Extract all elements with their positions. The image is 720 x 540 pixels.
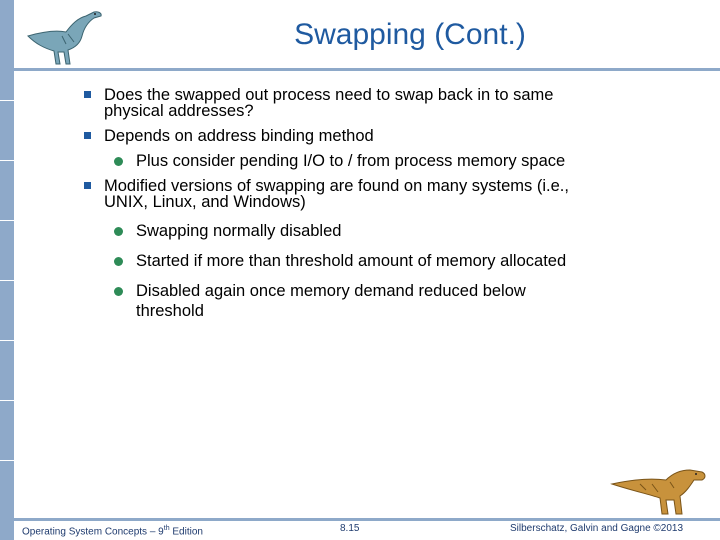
list-item <box>104 177 569 212</box>
footer-copyright: Silberschatz, Galvin and Gagne ©2013 <box>510 523 684 534</box>
list-item-line: Plus consider pending I/O to / from process memory space <box>136 152 566 170</box>
bullet-square-icon <box>84 132 91 139</box>
list-item-line: Modified versions of swapping are found on many systems (i.e., <box>104 177 569 195</box>
list-item-line: Swapping normally disabled <box>136 222 342 240</box>
slide-title: Swapping (Cont.) <box>294 18 526 51</box>
list-item-line: physical addresses? <box>104 102 254 120</box>
bullet-square-icon <box>84 182 91 189</box>
footer-book-suffix: Edition <box>169 526 203 538</box>
footer-book-title <box>22 525 203 537</box>
bullet-square-icon <box>84 91 91 98</box>
footer-page-number: 8.15 <box>340 523 360 534</box>
footer-book-prefix: Operating System Concepts – 9 <box>22 526 164 538</box>
bullet-dot-icon <box>114 227 123 236</box>
list-item <box>136 282 526 321</box>
list-item <box>104 86 553 121</box>
list-item <box>136 152 565 171</box>
list-item <box>136 252 566 271</box>
list-item-line: UNIX, Linux, and Windows) <box>104 193 306 211</box>
list-item <box>104 127 374 146</box>
list-item-line: Does the swapped out process need to swap back in to same <box>104 86 554 104</box>
list-item-line: threshold <box>136 302 204 320</box>
bullet-dot-icon <box>114 287 123 296</box>
list-item-line: Depends on address binding method <box>104 127 374 145</box>
footer-book-sup: th <box>163 525 170 532</box>
list-item-line: Disabled again once memory demand reduced below <box>136 282 526 300</box>
list-item <box>136 222 341 241</box>
bullet-dot-icon <box>114 157 123 166</box>
bullet-dot-icon <box>114 257 123 266</box>
list-item-line: Started if more than threshold amount of memory allocated <box>136 252 567 270</box>
